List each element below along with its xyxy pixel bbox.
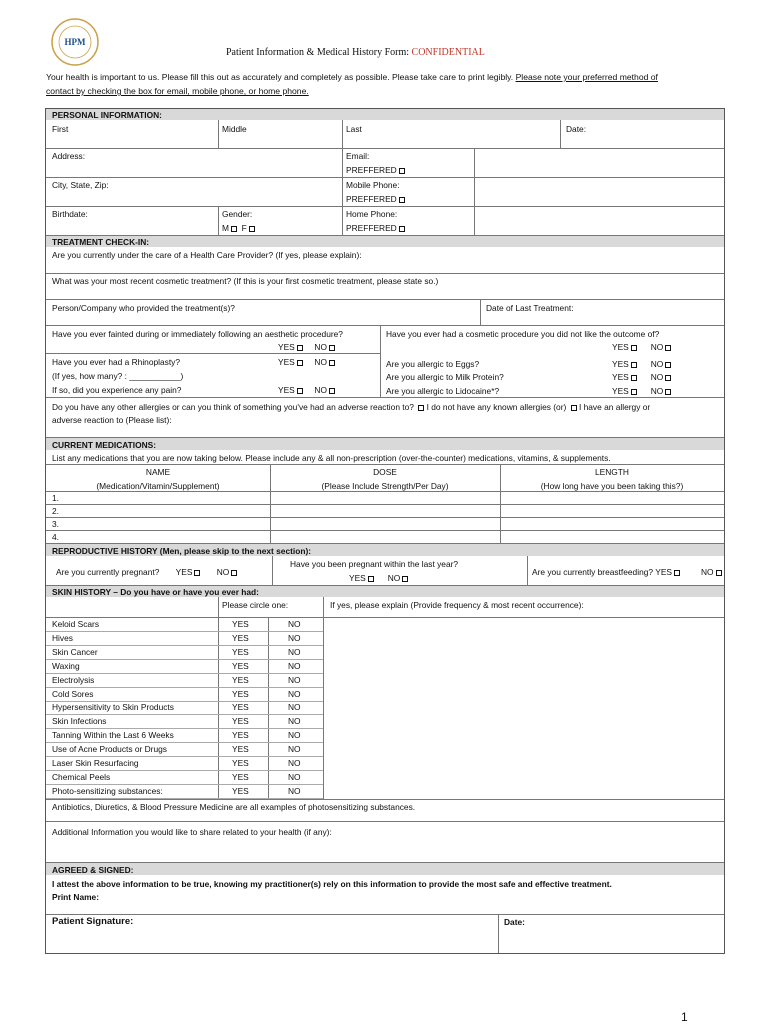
date-field[interactable]: Date:: [566, 124, 587, 134]
skin-item-label: Laser Skin Resurfacing: [52, 758, 139, 768]
med-row-3[interactable]: 3.: [52, 519, 59, 529]
skin-no-option[interactable]: NO: [288, 647, 301, 657]
milk-question: Are you allergic to Milk Protein?: [386, 372, 504, 382]
personal-heading: PERSONAL INFORMATION:: [52, 110, 162, 120]
allergies-list-prompt: adverse reaction to (Please list):: [52, 415, 172, 425]
pain-question: If so, did you experience any pain?: [52, 385, 182, 395]
skin-item-label: Tanning Within the Last 6 Weeks: [52, 730, 174, 740]
skin-item-label: Hypersensitivity to Skin Products: [52, 702, 174, 712]
address-field[interactable]: Address:: [52, 151, 86, 161]
skin-item-label: Photo-sensitizing substances:: [52, 786, 163, 796]
skin-yes-option[interactable]: YES: [232, 744, 249, 754]
logo-seal-icon: [50, 17, 100, 67]
skin-row-divider: [46, 784, 323, 785]
skin-row-divider: [46, 742, 323, 743]
gender-label: Gender:: [222, 209, 253, 219]
fainted-answer[interactable]: YES NO: [278, 342, 335, 352]
skin-item-label: Hives: [52, 633, 73, 643]
skin-row-divider: [46, 659, 323, 660]
skin-no-option[interactable]: NO: [288, 689, 301, 699]
med-col-dose: DOSE (Please Include Strength/Per Day): [321, 467, 449, 491]
pain-answer[interactable]: YES NO: [278, 385, 335, 395]
home-label: Home Phone:: [346, 209, 398, 219]
skin-yes-option[interactable]: YES: [232, 702, 249, 712]
skin-yes-option[interactable]: YES: [232, 786, 249, 796]
email-label: Email:: [346, 151, 370, 161]
skin-no-option[interactable]: NO: [288, 758, 301, 768]
skin-no-option[interactable]: NO: [288, 702, 301, 712]
skin-item-label: Keloid Scars: [52, 619, 100, 629]
additional-info-field[interactable]: Additional Information you would like to share related to your health (if any):: [52, 827, 332, 837]
home-preferred[interactable]: PREFFERED: [346, 223, 405, 233]
eggs-question: Are you allergic to Eggs?: [386, 359, 480, 369]
skin-no-option[interactable]: NO: [288, 661, 301, 671]
middle-name-field[interactable]: Middle: [222, 124, 247, 134]
print-name-field[interactable]: Print Name:: [52, 892, 100, 902]
skin-row-divider: [46, 770, 323, 771]
skin-item-label: Cold Sores: [52, 689, 94, 699]
rhinoplasty-answer[interactable]: YES NO: [278, 357, 335, 367]
allergies-question[interactable]: Do you have any other allergies or can you think of something you've had an adverse reaction to? I do not have any known allergies (or) I have an allergy or: [52, 402, 651, 412]
milk-answer[interactable]: YES NO: [612, 372, 671, 382]
form-title: Patient Information & Medical History Form: CONFIDENTIAL: [226, 47, 485, 58]
agreed-heading-bar: [46, 863, 724, 875]
skin-yes-option[interactable]: YES: [232, 647, 249, 657]
mobile-preferred-checkbox[interactable]: [399, 197, 405, 203]
med-row-1[interactable]: 1.: [52, 493, 59, 503]
breastfeeding-question[interactable]: Are you currently breastfeeding? YES NO: [532, 567, 722, 577]
lidocaine-question: Are you allergic to Lidocaine*?: [386, 386, 500, 396]
pregnant-question[interactable]: Are you currently pregnant? YES NO: [56, 567, 237, 577]
skin-row-divider: [46, 631, 323, 632]
skin-yes-option[interactable]: YES: [232, 758, 249, 768]
skin-row-divider: [46, 673, 323, 674]
skin-no-option[interactable]: NO: [288, 786, 301, 796]
skin-no-option[interactable]: NO: [288, 716, 301, 726]
med-row-2[interactable]: 2.: [52, 506, 59, 516]
signature-field[interactable]: Patient Signature:: [52, 916, 134, 927]
med-row-4[interactable]: 4.: [52, 532, 59, 542]
skin-yes-option[interactable]: YES: [232, 633, 249, 643]
intro-line-2: contact by checking the box for email, mobile phone, or home phone.: [46, 86, 309, 96]
skin-yes-option[interactable]: YES: [232, 675, 249, 685]
med-col-length: LENGTH (How long have you been taking this?): [540, 467, 684, 491]
have-allergy-checkbox[interactable]: [571, 405, 577, 411]
skin-row-divider: [46, 714, 323, 715]
skin-no-option[interactable]: NO: [288, 744, 301, 754]
eggs-answer[interactable]: YES NO: [612, 359, 671, 369]
skin-yes-option[interactable]: YES: [232, 689, 249, 699]
skin-row-divider: [46, 687, 323, 688]
skin-yes-option[interactable]: YES: [232, 716, 249, 726]
skin-yes-option[interactable]: YES: [232, 730, 249, 740]
reproductive-heading: REPRODUCTIVE HISTORY (Men, please skip to the next section):: [52, 546, 312, 556]
photosensitizing-note: Antibiotics, Diuretics, & Blood Pressure Medicine are all examples of photosensitizing substances.: [52, 802, 416, 812]
no-allergy-checkbox[interactable]: [418, 405, 424, 411]
rhinoplasty-question: Have you ever had a Rhinoplasty?: [52, 357, 181, 367]
skin-yes-option[interactable]: YES: [232, 772, 249, 782]
mobile-preferred[interactable]: PREFFERED: [346, 194, 405, 204]
outcome-answer[interactable]: YES NO: [612, 342, 671, 352]
last-treatment-date[interactable]: Date of Last Treatment:: [486, 303, 574, 313]
skin-item-label: Waxing: [52, 661, 80, 671]
rhinoplasty-count[interactable]: (If yes, how many? : ___________): [52, 371, 184, 381]
birthdate-field[interactable]: Birthdate:: [52, 209, 88, 219]
gender-m-checkbox[interactable]: [231, 226, 237, 232]
skin-item-label: Skin Infections: [52, 716, 107, 726]
skin-no-option[interactable]: NO: [288, 619, 301, 629]
skin-no-option[interactable]: NO: [288, 772, 301, 782]
skin-row-divider: [46, 645, 323, 646]
outcome-question: Have you ever had a cosmetic procedure you did not like the outcome of?: [386, 329, 660, 339]
skin-yes-option[interactable]: YES: [232, 661, 249, 671]
pregnant-last-year: Have you been pregnant within the last year?: [290, 559, 459, 569]
lidocaine-answer[interactable]: YES NO: [612, 386, 671, 396]
home-preferred-checkbox[interactable]: [399, 226, 405, 232]
mobile-label: Mobile Phone:: [346, 180, 400, 190]
skin-heading: SKIN HISTORY – Do you have or have you ever had:: [52, 587, 259, 597]
intro-line-1: Your health is important to us. Please fill this out as accurately and completely as possible. Please take care to print legibly. Please note your preferred method of: [46, 72, 658, 82]
skin-no-option[interactable]: NO: [288, 730, 301, 740]
provider-question[interactable]: Are you currently under the care of a Health Care Provider? (If yes, please explain):: [52, 250, 362, 260]
skin-item-label: Use of Acne Products or Drugs: [52, 744, 167, 754]
medications-instruction: List any medications that you are now taking below. Please include any & all non-prescription (over-the-counter) medications, vitamins, & supplements.: [52, 453, 611, 463]
skin-no-option[interactable]: NO: [288, 633, 301, 643]
skin-item-label: Chemical Peels: [52, 772, 111, 782]
recent-treatment-question[interactable]: What was your most recent cosmetic treatment? (If this is your first cosmetic treatment, please state so.): [52, 276, 439, 286]
city-field[interactable]: City, State, Zip:: [52, 180, 109, 190]
skin-no-option[interactable]: NO: [288, 675, 301, 685]
skin-row-divider: [46, 728, 323, 729]
attest-statement: I attest the above information to be true, knowing my practitioner(s) rely on this information to provide the most safe and effective treatment.: [52, 879, 612, 889]
skin-row-divider: [46, 756, 323, 757]
treatment-heading: TREATMENT CHECK-IN:: [52, 237, 150, 247]
page-number: 1: [681, 1010, 688, 1024]
first-name-field[interactable]: First: [52, 124, 69, 134]
email-preferred-checkbox[interactable]: [399, 168, 405, 174]
logo: [50, 17, 100, 67]
agreed-heading: AGREED & SIGNED:: [52, 865, 134, 875]
skin-circle-label: Please circle one:: [222, 600, 289, 610]
svg-text:HPM: HPM: [64, 37, 86, 47]
med-col-name: NAME (Medication/Vitamin/Supplement): [96, 467, 220, 491]
company-question[interactable]: Person/Company who provided the treatment(s)?: [52, 303, 235, 313]
email-preferred[interactable]: PREFFERED: [346, 165, 405, 175]
fainted-question: Have you ever fainted during or immediately following an aesthetic procedure?: [52, 329, 343, 339]
gender-options[interactable]: M F: [222, 223, 255, 233]
skin-explain-label: If yes, please explain (Provide frequency & most recent occurrence):: [330, 600, 584, 610]
medications-heading: CURRENT MEDICATIONS:: [52, 440, 157, 450]
gender-f-checkbox[interactable]: [249, 226, 255, 232]
signature-date-field[interactable]: Date:: [504, 917, 525, 927]
pregnant-last-year-answer[interactable]: YES NO: [349, 573, 408, 583]
skin-item-label: Electrolysis: [52, 675, 95, 685]
skin-item-label: Skin Cancer: [52, 647, 98, 657]
last-name-field[interactable]: Last: [346, 124, 362, 134]
skin-yes-option[interactable]: YES: [232, 619, 249, 629]
